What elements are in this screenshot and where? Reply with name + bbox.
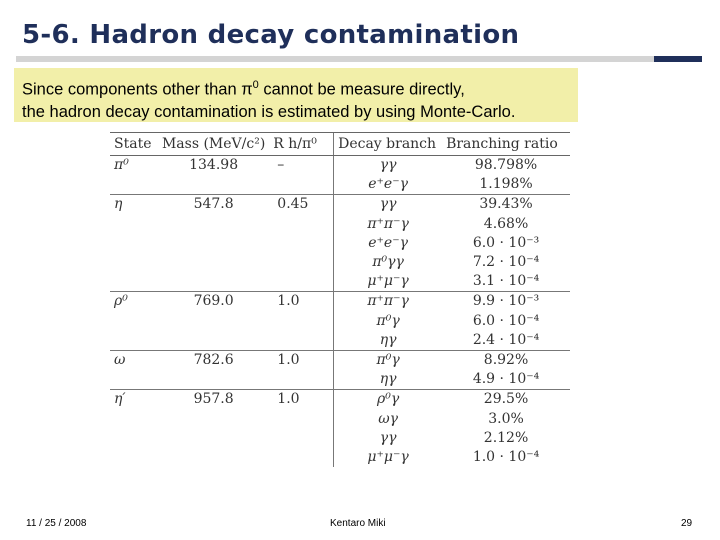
mass-cell: 547.8: [158, 195, 269, 215]
mass-cell: [158, 331, 269, 351]
table-row: [110, 234, 570, 253]
footer-page-number: 29: [681, 518, 693, 529]
table-row: [110, 215, 570, 234]
table-row: [110, 331, 570, 351]
note-line-2: the hadron decay contamination is estimated by using Monte-Carlo.: [22, 102, 516, 121]
explanation-note: [14, 68, 578, 122]
branching-ratio-cell: 2.12%: [483, 429, 529, 446]
table-row: [110, 390, 570, 410]
branching-ratio-cell: 3.1 · 10⁻⁴: [472, 273, 540, 290]
mass-cell: [158, 253, 269, 272]
state-cell: [110, 175, 158, 195]
decay-branch-cell: e⁺e⁻γ: [334, 234, 442, 253]
decay-branch-cell: π⁺π⁻γ: [334, 215, 442, 234]
r-cell: [269, 331, 333, 351]
decay-branch-cell: μ⁺μ⁻γ: [334, 272, 442, 292]
mass-cell: 782.6: [158, 350, 269, 370]
r-cell: [269, 312, 333, 331]
mass-cell: [158, 272, 269, 292]
decay-branch-cell: π⁰γγ: [334, 253, 442, 272]
table-row: [110, 272, 570, 292]
r-cell: [269, 175, 333, 195]
state-cell: [110, 234, 158, 253]
state-cell: [110, 409, 158, 428]
mass-cell: 957.8: [158, 390, 269, 410]
mass-cell: 134.98: [189, 157, 239, 174]
table-row: [110, 409, 570, 428]
state-cell: η: [110, 195, 158, 215]
mass-cell: [158, 234, 269, 253]
branching-ratio-cell: 9.9 · 10⁻³: [442, 292, 570, 312]
hadron-decay-table: [110, 132, 570, 467]
decay-branch-cell: ηγ: [334, 370, 442, 390]
decay-branch-cell: π⁺π⁻γ: [334, 292, 442, 312]
decay-branch-cell: γγ: [334, 195, 442, 215]
branching-ratio-cell: 4.9 · 10⁻⁴: [472, 371, 540, 388]
state-cell: [110, 448, 158, 467]
state-cell: ω: [110, 350, 158, 370]
state-cell: [110, 429, 158, 448]
branching-ratio-cell: 6.0 · 10⁻⁴: [472, 312, 540, 329]
table-row: [110, 156, 570, 176]
decay-branch-cell: π⁰γ: [334, 350, 442, 370]
branching-ratio-cell: 6.0 · 10⁻³: [472, 234, 540, 251]
mass-cell: [158, 370, 269, 390]
header-ratio-r: R h/π⁰: [269, 133, 333, 156]
header-mass: Mass (MeV/c²): [158, 133, 269, 156]
decay-branch-cell: π⁰γ: [334, 312, 442, 331]
table-row: [110, 312, 570, 331]
state-cell: ρ⁰: [110, 292, 158, 312]
branching-ratio-cell: 4.68%: [483, 215, 529, 232]
state-cell: [110, 370, 158, 390]
r-cell: 1.0: [269, 292, 333, 312]
table-row: [110, 175, 570, 195]
branching-ratio-cell: 2.4 · 10⁻⁴: [472, 331, 540, 348]
r-cell: [269, 234, 333, 253]
r-cell: 1.0: [269, 350, 333, 370]
table-row: [110, 195, 570, 215]
branching-ratio-cell: 3.0%: [488, 410, 524, 427]
table-row: [110, 370, 570, 390]
mass-cell: [158, 429, 269, 448]
branching-ratio-cell: 8.92%: [442, 350, 570, 370]
title-underline: [16, 56, 654, 62]
state-cell: [110, 215, 158, 234]
branching-ratio-cell: 1.198%: [479, 176, 533, 193]
state-cell: [110, 272, 158, 292]
table-row: [110, 448, 570, 467]
header-decay-branch: Decay branch: [334, 133, 442, 156]
table-row: [110, 350, 570, 370]
mass-cell: [158, 312, 269, 331]
mass-cell: [158, 448, 269, 467]
slide-title: 5-6. Hadron decay contamination: [22, 20, 520, 50]
mass-cell: [158, 409, 269, 428]
footer-date: 11 / 25 / 2008: [26, 518, 87, 529]
state-cell: [110, 331, 158, 351]
note-line-1: Since components other than $\pi^0$ cannot be measure directly,: [22, 79, 465, 99]
state-cell: [110, 253, 158, 272]
table-row: [110, 253, 570, 272]
r-cell: –: [277, 157, 285, 174]
decay-branch-cell: γγ: [334, 156, 442, 176]
footer-author: Kentaro Miki: [330, 518, 386, 529]
mass-cell: [158, 215, 269, 234]
r-cell: [269, 448, 333, 467]
mass-cell: 769.0: [158, 292, 269, 312]
r-cell: [269, 429, 333, 448]
r-cell: [269, 272, 333, 292]
table-header-row: [110, 133, 570, 156]
table-row: [110, 292, 570, 312]
mass-cell: [158, 175, 269, 195]
header-branching-ratio: Branching ratio: [442, 133, 570, 156]
branching-ratio-cell: 39.43%: [442, 195, 570, 215]
state-cell: π⁰: [114, 157, 129, 174]
branching-ratio-cell: 98.798%: [474, 157, 538, 174]
r-cell: 0.45: [269, 195, 333, 215]
decay-branch-cell: μ⁺μ⁻γ: [334, 448, 442, 467]
branching-ratio-cell: 1.0 · 10⁻⁴: [472, 448, 540, 465]
decay-branch-cell: ωγ: [334, 409, 442, 428]
branching-ratio-cell: 7.2 · 10⁻⁴: [472, 254, 540, 271]
branching-ratio-cell: 29.5%: [442, 390, 570, 410]
decay-branch-cell: γγ: [334, 429, 442, 448]
state-cell: η′: [110, 390, 158, 410]
state-cell: [110, 312, 158, 331]
decay-branch-cell: e⁺e⁻γ: [334, 175, 442, 195]
decay-branch-cell: ηγ: [334, 331, 442, 351]
r-cell: [269, 370, 333, 390]
r-cell: [269, 215, 333, 234]
r-cell: 1.0: [269, 390, 333, 410]
table-row: [110, 429, 570, 448]
title-accent-bar: [654, 56, 702, 62]
r-cell: [269, 253, 333, 272]
decay-branch-cell: ρ⁰γ: [334, 390, 442, 410]
r-cell: [269, 409, 333, 428]
header-state: State: [110, 133, 158, 156]
